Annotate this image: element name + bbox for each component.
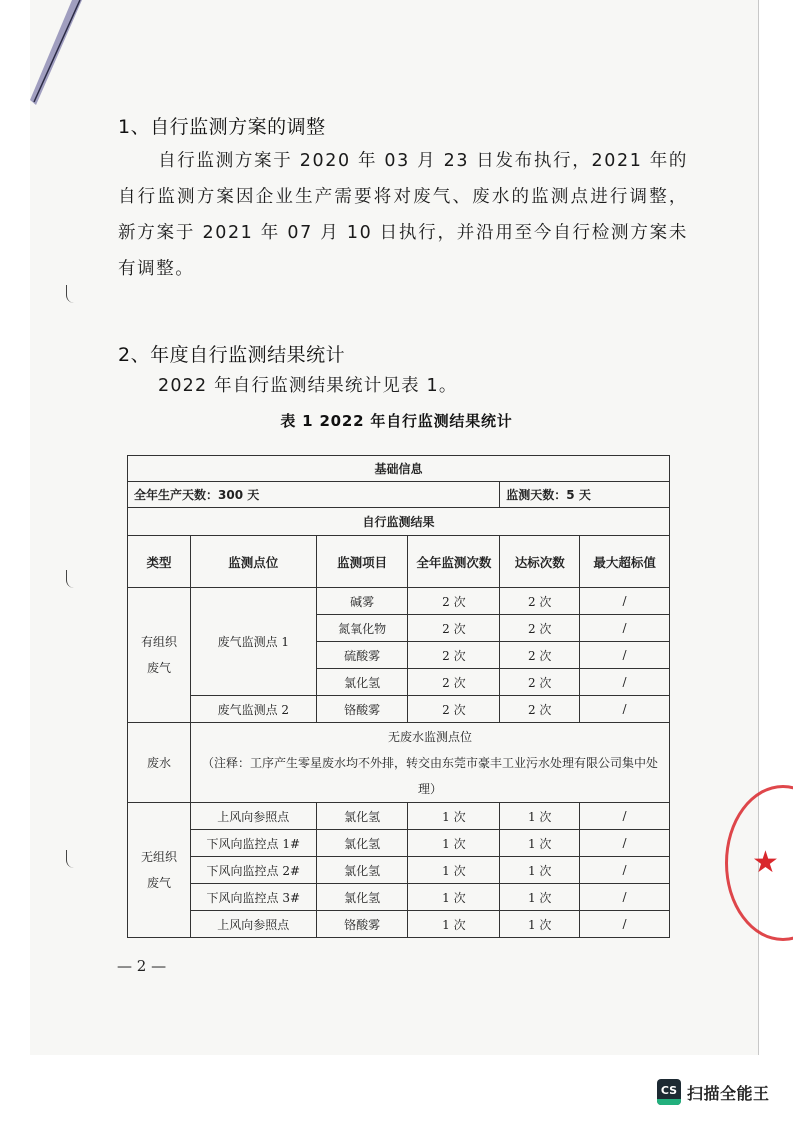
- table-row: [128, 803, 670, 830]
- table-row: [128, 696, 670, 723]
- section-1-heading: 1、自行监测方案的调整: [118, 116, 326, 138]
- margin-mark: [66, 285, 77, 303]
- table-caption: 表 1 2022 年自行监测结果统计: [280, 412, 513, 430]
- item-cell: 氯化氢: [316, 884, 408, 911]
- type-cell-organized-gas: 有组织废气: [128, 588, 191, 723]
- type-cell-fugitive-gas: 无组织废气: [128, 803, 191, 938]
- pass-cell: 2 次: [500, 696, 580, 723]
- count-cell: 2 次: [408, 642, 500, 669]
- column-header-row: [128, 536, 670, 588]
- count-cell: 2 次: [408, 615, 500, 642]
- table-row: [128, 911, 670, 938]
- max-cell: /: [580, 857, 670, 884]
- basic-info-row: [128, 456, 670, 482]
- type-cell-wastewater: 废水: [128, 723, 191, 803]
- column-header: 全年监测次数: [408, 536, 500, 588]
- column-header: 类型: [128, 536, 191, 588]
- max-cell: /: [580, 696, 670, 723]
- app-name: 扫描全能王: [687, 1083, 770, 1103]
- max-cell: /: [580, 884, 670, 911]
- margin-mark: [66, 850, 77, 868]
- count-cell: 1 次: [408, 830, 500, 857]
- count-cell: 1 次: [408, 857, 500, 884]
- camscanner-watermark: [657, 1079, 770, 1105]
- wastewater-note: （注释：工序产生零星废水均不外排，转交由东莞市豪丰工业污水处理有限公司集中处理）: [201, 755, 658, 796]
- point-cell: 上风向参照点: [190, 803, 316, 830]
- item-cell: 铬酸雾: [316, 911, 408, 938]
- pass-cell: 1 次: [500, 884, 580, 911]
- max-cell: /: [580, 615, 670, 642]
- basic-info-title: 基础信息: [128, 456, 670, 482]
- item-cell: 硫酸雾: [316, 642, 408, 669]
- results-title: 自行监测结果: [128, 508, 670, 536]
- max-cell: /: [580, 588, 670, 615]
- point-cell: 上风向参照点: [190, 911, 316, 938]
- max-cell: /: [580, 803, 670, 830]
- page-number: — 2 —: [117, 957, 167, 975]
- pass-cell: 1 次: [500, 857, 580, 884]
- point-cell: 废气监测点 2: [190, 696, 316, 723]
- wastewater-note-cell: [190, 723, 669, 803]
- section-2-intro: 2022 年自行监测结果统计见表 1。: [158, 376, 458, 396]
- count-cell: 2 次: [408, 669, 500, 696]
- pass-cell: 2 次: [500, 669, 580, 696]
- section-2-heading: 2、年度自行监测结果统计: [118, 344, 346, 366]
- count-cell: 1 次: [408, 911, 500, 938]
- table-row: [128, 830, 670, 857]
- logo-text: CS: [660, 1083, 678, 1097]
- count-cell: 2 次: [408, 588, 500, 615]
- margin-mark: [66, 570, 77, 588]
- item-cell: 铬酸雾: [316, 696, 408, 723]
- pass-cell: 1 次: [500, 830, 580, 857]
- item-cell: 氯化氢: [316, 857, 408, 884]
- section-1-paragraph: [118, 143, 688, 287]
- column-header: 监测点位: [190, 536, 316, 588]
- table-row: [128, 884, 670, 911]
- pass-cell: 1 次: [500, 911, 580, 938]
- item-cell: 氯化氢: [316, 669, 408, 696]
- point-cell: 下风向监控点 2#: [190, 857, 316, 884]
- wastewater-status: 无废水监测点位: [387, 729, 472, 744]
- table-row: [128, 857, 670, 884]
- count-cell: 1 次: [408, 803, 500, 830]
- item-cell: 氯化氢: [316, 803, 408, 830]
- section-1-paragraph-text: 自行监测方案于 2020 年 03 月 23 日发布执行，2021 年的自行监测方案因企业生产需要将对废气、废水的监测点进行调整，新方案于 2021 年 07 月 10 日执行，并沿用至今自行检测方案未有调整。: [118, 151, 688, 279]
- point-cell: 废气监测点 1: [190, 588, 316, 696]
- item-cell: 氮氧化物: [316, 615, 408, 642]
- pass-cell: 2 次: [500, 615, 580, 642]
- max-cell: /: [580, 830, 670, 857]
- pass-cell: 2 次: [500, 588, 580, 615]
- column-header: 监测项目: [316, 536, 408, 588]
- max-cell: /: [580, 642, 670, 669]
- results-title-row: [128, 508, 670, 536]
- monitoring-days: 监测天数：5 天: [500, 482, 670, 508]
- table-row: [128, 588, 670, 615]
- point-cell: 下风向监控点 1#: [190, 830, 316, 857]
- seal-star-icon: ★: [752, 845, 779, 880]
- item-cell: 氯化氢: [316, 830, 408, 857]
- pass-cell: 1 次: [500, 803, 580, 830]
- column-header: 达标次数: [500, 536, 580, 588]
- camscanner-logo-icon: [657, 1079, 681, 1105]
- production-days: 全年生产天数：300 天: [128, 482, 500, 508]
- wastewater-row: [128, 723, 670, 803]
- max-cell: /: [580, 911, 670, 938]
- column-header: 最大超标值: [580, 536, 670, 588]
- point-cell: 下风向监控点 3#: [190, 884, 316, 911]
- item-cell: 碱雾: [316, 588, 408, 615]
- results-table: [127, 455, 670, 938]
- count-cell: 1 次: [408, 884, 500, 911]
- days-row: [128, 482, 670, 508]
- pass-cell: 2 次: [500, 642, 580, 669]
- max-cell: /: [580, 669, 670, 696]
- count-cell: 2 次: [408, 696, 500, 723]
